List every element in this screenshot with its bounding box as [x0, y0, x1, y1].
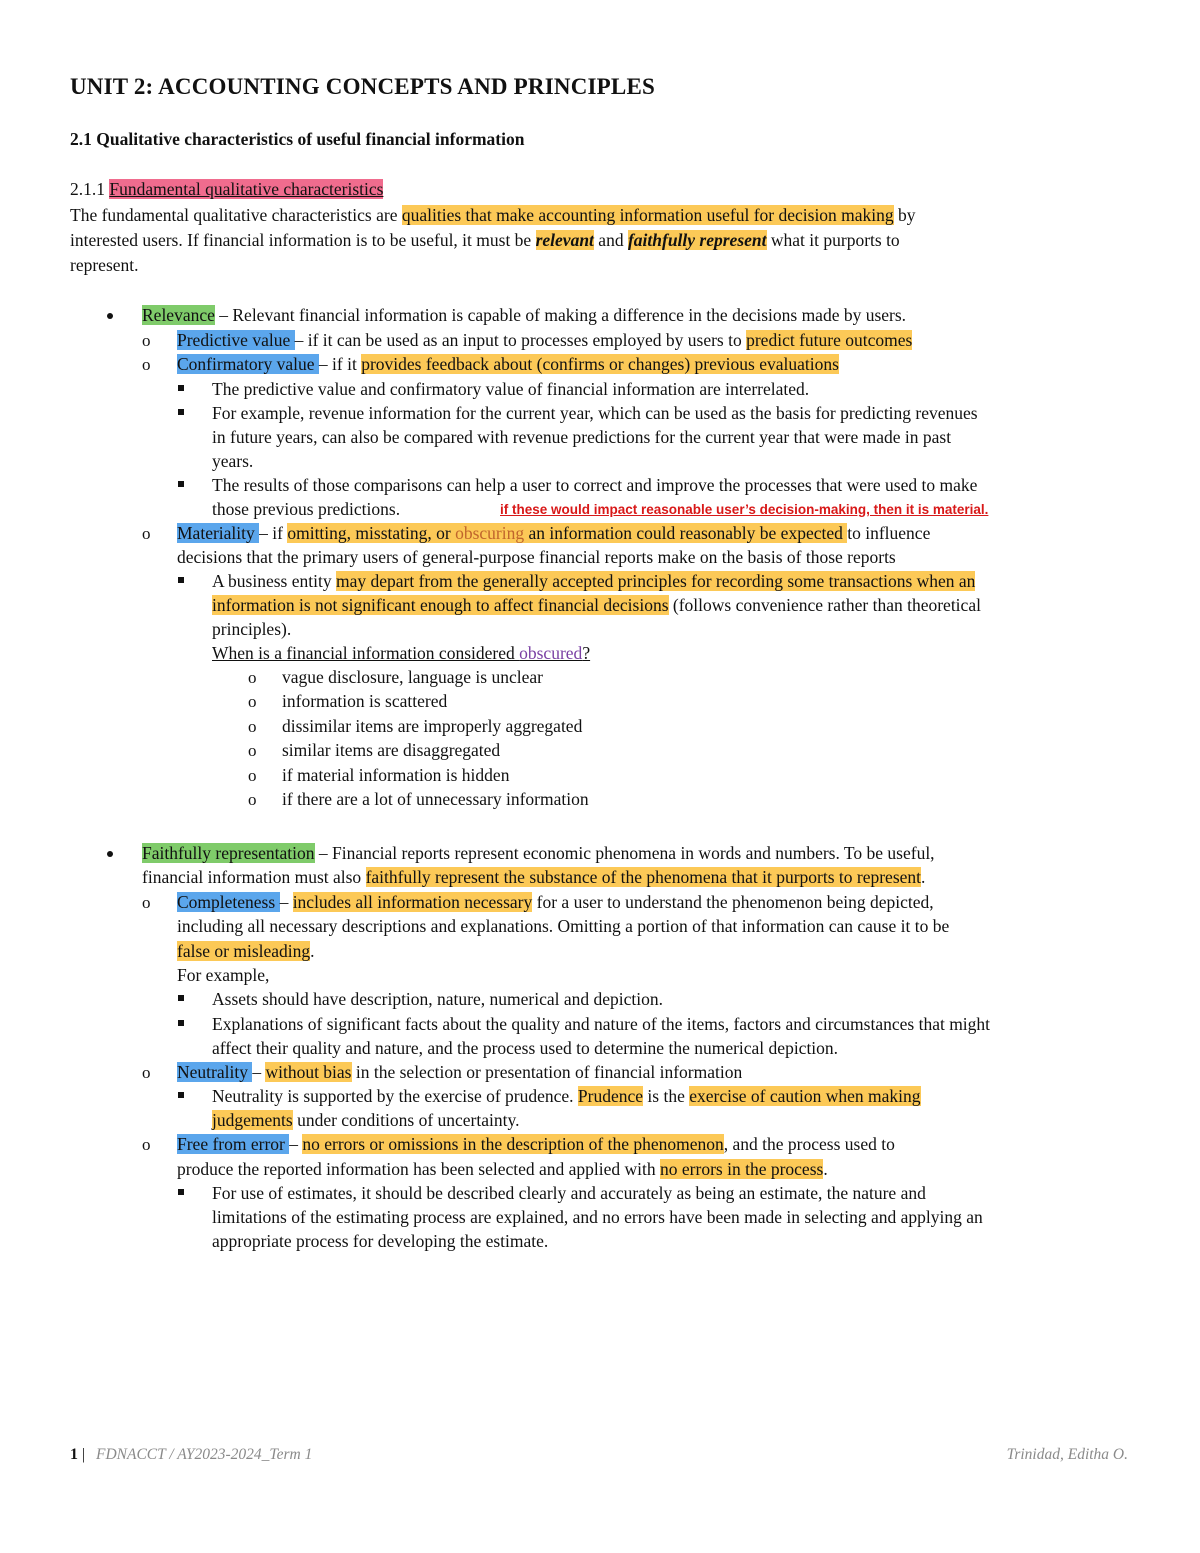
bullet-square [178, 385, 184, 391]
bullet-o: o [248, 766, 257, 785]
confirm-bullet-2c: years. [212, 451, 254, 471]
neutrality-term: Neutrality [177, 1062, 253, 1082]
relevance-line: Relevance – Relevant financial information is capable of making a difference in the decisions made by users. [142, 305, 907, 325]
obscured-item: similar items are disaggregated [282, 740, 501, 760]
confirm-bullet-2b: in future years, can also be compared with revenue predictions for the current year that were made in past [212, 427, 952, 447]
bullet-o: o [248, 790, 257, 809]
predictive-value-line: Predictive value – if it can be used as an input to processes employed by users to predict future outcomes [177, 330, 913, 350]
completeness-line-3: false or misleading. [177, 941, 315, 961]
confirm-bullet-3a: The results of those comparisons can help a user to correct and improve the processes that were used to make [212, 475, 978, 495]
intro-line-2: interested users. If financial information is to be useful, it must be relevant and faithfully represent what it purports to [70, 230, 900, 250]
bullet-dot [107, 851, 113, 857]
intro-line-3: represent. [70, 255, 139, 275]
entity-line-3: principles). [212, 619, 292, 639]
obscured-question: When is a financial information considered obscured? [212, 643, 591, 663]
subsection-heading [70, 177, 383, 201]
faithful-line-2: financial information must also faithfully represent the substance of the phenomena that it purports to represent. [142, 867, 926, 887]
entity-line-2: information is not significant enough to affect financial decisions (follows convenience rather than theoretical [212, 595, 981, 615]
entity-line-1: A business entity may depart from the generally accepted principles for recording some transactions when an [212, 571, 976, 591]
bullet-square [178, 481, 184, 487]
subsection-title: Fundamental qualitative characteristics [109, 179, 384, 199]
relevance-term: Relevance [142, 305, 215, 325]
completeness-line-2: including all necessary descriptions and explanations. Omitting a portion of that information can cause it to be [177, 916, 950, 936]
page-number: 1 [70, 1446, 78, 1463]
bullet-square [178, 1189, 184, 1195]
obscured-item: if there are a lot of unnecessary information [282, 789, 589, 809]
bullet-o: o [142, 1135, 151, 1154]
confirmatory-value-line: Confirmatory value – if it provides feedback about (confirms or changes) previous evaluations [177, 354, 839, 374]
bullet-o: o [142, 524, 151, 543]
free-from-error-term: Free from error [177, 1134, 290, 1154]
estimate-bullet-c: appropriate process for developing the estimate. [212, 1231, 549, 1251]
bullet-o: o [248, 692, 257, 711]
section-heading: 2.1 Qualitative characteristics of useful financial information [70, 129, 525, 149]
bullet-square [178, 995, 184, 1001]
unit-title: UNIT 2: ACCOUNTING CONCEPTS AND PRINCIPLES [70, 74, 655, 99]
relevant-term: relevant [535, 230, 594, 250]
obscured-item: vague disclosure, language is unclear [282, 667, 543, 687]
footer-author: Trinidad, Editha O. [1006, 1446, 1128, 1463]
bullet-dot [107, 313, 113, 319]
bullet-o: o [248, 741, 257, 760]
estimate-bullet-a: For use of estimates, it should be described clearly and accurately as being an estimate, the nature and [212, 1183, 926, 1203]
example-bullet-2a: Explanations of significant facts about the quality and nature of the items, factors and circumstances that might [212, 1014, 991, 1034]
faithful-representation-term: Faithfully representation [142, 843, 315, 863]
bullet-square [178, 577, 184, 583]
obscured-item: dissimilar items are improperly aggregated [282, 716, 583, 736]
free-from-error-line-2: produce the reported information has been selected and applied with no errors in the process. [177, 1159, 828, 1179]
obscured-item: if material information is hidden [282, 765, 510, 785]
faithful-line-1: Faithfully representation – Financial reports represent economic phenomena in words and numbers. To be useful, [142, 843, 935, 863]
bullet-o: o [248, 668, 257, 687]
example-bullet-1: Assets should have description, nature, numerical and depiction. [212, 989, 663, 1009]
footer-separator: | [82, 1446, 86, 1463]
bullet-o: o [142, 331, 151, 350]
faithfully-represent-term: faithfully represent [627, 230, 767, 250]
prudence-line-2: judgements under conditions of uncertainty. [212, 1110, 520, 1130]
materiality-line: Materiality – if omitting, misstating, or obscuring an information could reasonably be expected to influence [177, 523, 931, 543]
estimate-bullet-b: limitations of the estimating process are explained, and no errors have been made in selecting and applying an [212, 1207, 983, 1227]
subsection-number: 2.1.1 [70, 179, 110, 199]
bullet-square [178, 1020, 184, 1026]
materiality-line-2: decisions that the primary users of general-purpose financial reports make on the basis of those reports [177, 547, 896, 567]
bullet-o: o [142, 893, 151, 912]
confirm-bullet-1: The predictive value and confirmatory value of financial information are interrelated. [212, 379, 810, 399]
footer-course: FDNACCT / AY2023-2024_Term 1 [96, 1446, 313, 1463]
completeness-term: Completeness [177, 892, 280, 912]
neutrality-line: Neutrality – without bias in the selection or presentation of financial information [177, 1062, 743, 1082]
bullet-square [178, 1092, 184, 1098]
confirm-bullet-2a: For example, revenue information for the current year, which can be used as the basis for predicting revenues [212, 403, 978, 423]
materiality-term: Materiality [177, 523, 260, 543]
bullet-o: o [248, 717, 257, 736]
completeness-line: Completeness – includes all information necessary for a user to understand the phenomenon being depicted, [177, 892, 934, 912]
bullet-o: o [142, 355, 151, 374]
intro-line-1: The fundamental qualitative characteristics are qualities that make accounting information useful for decision making by [70, 205, 916, 225]
obscured-item: information is scattered [282, 691, 448, 711]
materiality-handwritten-note: if these would impact reasonable user’s decision-making, then it is material. [500, 502, 989, 517]
confirmatory-value-term: Confirmatory value [177, 354, 319, 374]
free-from-error-line: Free from error – no errors or omissions in the description of the phenomenon, and the process used to [177, 1134, 895, 1154]
for-example-label: For example, [177, 965, 270, 985]
example-bullet-2b: affect their quality and nature, and the process used to determine the numerical depiction. [212, 1038, 839, 1058]
bullet-o: o [142, 1063, 151, 1082]
confirm-bullet-3b: those previous predictions. [212, 499, 401, 519]
prudence-line-1: Neutrality is supported by the exercise of prudence. Prudence is the exercise of caution when making [212, 1086, 921, 1106]
predictive-value-term: Predictive value [177, 330, 295, 350]
bullet-square [178, 409, 184, 415]
intro-highlight: qualities that make accounting information useful for decision making [401, 205, 894, 225]
